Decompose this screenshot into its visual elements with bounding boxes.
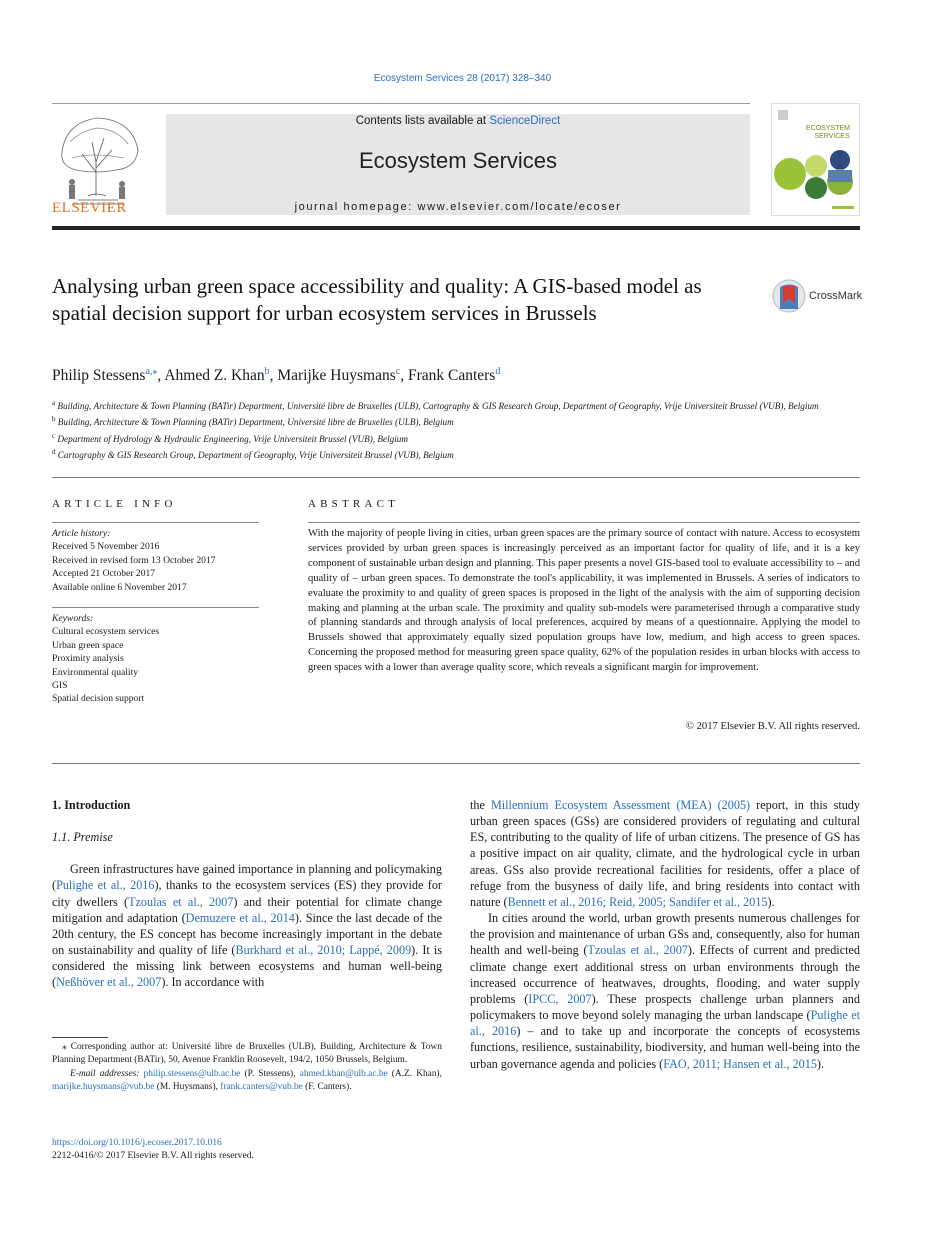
email-owner: (F. Canters).: [302, 1082, 352, 1093]
crossmark-icon: [772, 279, 806, 313]
header-rule: [52, 103, 750, 104]
paragraph: Green infrastructures have gained importance in planning and policymaking (Pulighe et al., 2016), thanks to the ecosystem services (ES) they provide for city dwellers (Tzoulas et al., 2007) and their potential for climate change mitigation and adaptation (Demuzere et al., 2014). Since the last decade of the 20th century, the ES concept has become increasingly important in the debate on sustainability and quality of life (Burkhard et al., 2010; Lappé, 2009). It is considered the missing link between ecosystems and human well-being (Neßhöver et al., 2007). In accordance with: [52, 862, 442, 990]
affiliation-text: Building, Architecture & Town Planning (BATir) Department, Université libre de Bruxelles (ULB), Cartography & GIS Research Group, Department of Geography, Vrije Universiteit Brussel (VUB), Belgium: [57, 401, 819, 412]
history-item: Accepted 21 October 2017: [52, 568, 156, 580]
citation-link[interactable]: Neßhöver et al., 2007: [56, 975, 162, 990]
spacer: [52, 845, 442, 861]
citation-link[interactable]: FAO, 2011; Hansen et al., 2015: [663, 1056, 817, 1071]
email-label: E-mail addresses:: [70, 1068, 140, 1079]
author[interactable]: Frank Canters: [407, 367, 496, 385]
email-owner: (M. Huysmans),: [154, 1082, 221, 1093]
crossmark-label: CrossMark: [809, 290, 863, 302]
spacer: [52, 813, 442, 829]
author-affil-mark[interactable]: c: [395, 366, 401, 377]
body-rule: [52, 763, 860, 764]
doi-link[interactable]: https://doi.org/10.1016/j.ecoser.2017.10.016: [52, 1137, 222, 1148]
affiliation: [52, 413, 860, 429]
corresponding-author-note: ⁎ Corresponding author at: Université libre de Bruxelles (ULB), Building, Architecture & Town Planning Department (BATir), 50, Avenue Franklin Roosevelt, 194/2, 1050 Brussels, Belgium.: [52, 1042, 442, 1066]
affiliation-mark: b: [52, 415, 56, 424]
paragraph: In cities around the world, urban growth presents numerous challenges for the provision and maintenance of urban GSs and, consequently, also for human health and well-being (Tzoulas et al., 2007). Effects of current and predicted climate change exert additional stress on urban environments through the increased occurrence of heatwaves, droughts, flooding, and water supply problems (IPCC, 2007). These prospects challenge urban planners and policymakers to move beyond solely managing the urban landscape (Pulighe et al., 2016) – and to take up and incorporate the concepts of ecosystems functions, resilience, sustainability, biodiversity, and human well-being into the urban governance agenda and policies (FAO, 2011; Hansen et al., 2015).: [470, 911, 860, 1071]
citation-link[interactable]: Bennett et al., 2016; Reid, 2005; Sandifer et al., 2015: [507, 894, 768, 909]
abstract-copyright: © 2017 Elsevier B.V. All rights reserved.: [685, 721, 860, 732]
citation-link[interactable]: Tzoulas et al., 2007: [587, 943, 688, 958]
email-note: [52, 1068, 442, 1095]
keywords-rule: [52, 607, 259, 608]
body-left-column: [52, 797, 442, 991]
paragraph: the Millennium Ecosystem Assessment (MEA) (2005) report, in this study urban green spaces (GSs) are considered providers of regulating and cultural ES, contributing to the quality of life of urban citizens. The presence of GS has a positive impact on air quality, climate, and the hydrological cycle in urban areas. GSs also provide recreational facilities for residents, offer a place of refuge from the busyness of daily life, and bring residents into contact with nature (Bennett et al., 2016; Reid, 2005; Sandifer et al., 2015).: [470, 798, 860, 909]
journal-cover[interactable]: [771, 103, 860, 216]
author-affil-mark[interactable]: d: [495, 366, 501, 377]
citation-link[interactable]: Pulighe et al., 2016: [56, 878, 155, 893]
contents-line: [166, 115, 750, 127]
sciencedirect-link[interactable]: ScienceDirect: [489, 115, 561, 127]
keywords-label: Keywords:: [52, 613, 94, 624]
citation-link[interactable]: Tzoulas et al., 2007: [128, 894, 234, 909]
affiliation: [52, 446, 860, 462]
history-item: Received 5 November 2016: [52, 541, 160, 553]
keywords: [52, 612, 262, 706]
citation-link[interactable]: Pulighe et al., 2016: [470, 1008, 860, 1039]
citation-link[interactable]: IPCC, 2007: [528, 991, 592, 1006]
affiliation: [52, 430, 860, 446]
keyword: Urban green space: [52, 639, 124, 651]
journal-title: Ecosystem Services: [358, 148, 558, 173]
article-history: [52, 527, 262, 594]
journal-homepage[interactable]: journal homepage: www.elsevier.com/locate/ecoser: [294, 201, 622, 213]
keyword: Cultural ecosystem services: [52, 626, 160, 638]
affiliation-text: Cartography & GIS Research Group, Department of Geography, Vrije Universiteit Brussel (VUB), Belgium: [57, 449, 454, 460]
footnotes: [52, 1041, 442, 1095]
author[interactable]: Ahmed Z. Khan: [164, 367, 265, 385]
citation-link[interactable]: Demuzere et al., 2014: [185, 910, 295, 925]
issn-line: 2212-0416/© 2017 Elsevier B.V. All rights reserved.: [52, 1150, 254, 1162]
article-info-rule: [52, 522, 259, 523]
author-affil-mark[interactable]: a,⁎: [145, 366, 158, 377]
cover-artwork: [772, 104, 859, 215]
email-owner: (P. Stessens),: [240, 1068, 300, 1079]
history-label: Article history:: [52, 528, 111, 539]
author-affil-mark[interactable]: b: [264, 366, 270, 377]
affiliation-mark: a: [52, 399, 56, 407]
email-link[interactable]: marijke.huysmans@vub.be: [52, 1082, 155, 1093]
crossmark-badge[interactable]: [772, 279, 862, 313]
abstract-text: With the majority of people living in cities, urban green spaces are the primary source of contact with nature. Access to ecosystem services provided by urban green spaces is increasingly perceived as an important factor for quality of life, and it is a key component of sustainable urban design and planning. This paper presents a novel GIS-based tool to evaluate accessibility to – and quality of – urban green spaces. To demonstrate the tool's applicability, it was implemented in Brussels. A series of indicators to evaluate the proximity to and quality of green spaces is proposed in the light of the analysis with the aim of supporting decision making and planning at the urban scale. The proximity and quality sub-models were parameterised through a comparative study of planning standards and through analysis of local preferences, acquired by means of a questionnaire. Applying the model to Brussels showed that approximately equally sized population groups have low, medium, and high access to green spaces. Concerning the proposed method for measuring green space quality, 62% of the population resides in urban blocks with access to green spaces with a lower than average quality score, which reveals a significant margin for improvement.: [308, 528, 860, 674]
subsection-heading: 1.1. Premise: [52, 830, 113, 845]
citation-link[interactable]: Burkhard et al., 2010; Lappé, 2009: [235, 943, 412, 958]
section-rule: [52, 477, 860, 478]
abstract-heading: ABSTRACT: [308, 498, 400, 510]
article-title: Analysing urban green space accessibility and quality: A GIS-based model as spatial decision support for urban ecosystem services in Brussels: [52, 274, 702, 325]
footnote-rule: [52, 1037, 108, 1038]
affiliation: [52, 397, 860, 413]
section-heading: 1. Introduction: [52, 798, 131, 812]
email-owner: (A.Z. Khan),: [387, 1068, 442, 1079]
affiliation-mark: c: [52, 431, 56, 440]
contents-prefix: Contents lists available at: [355, 115, 490, 127]
keyword: GIS: [52, 680, 68, 692]
author-sep: ,: [269, 367, 278, 385]
cover-title-1: ECOSYSTEM: [806, 125, 850, 132]
email-link[interactable]: philip.stessens@ulb.ac.be: [143, 1068, 241, 1079]
keyword: Environmental quality: [52, 666, 139, 678]
journal-reference[interactable]: Ecosystem Services 28 (2017) 328–340: [373, 73, 552, 84]
body-right-column: [470, 797, 860, 1072]
author[interactable]: Marijke Huysmans: [277, 367, 396, 385]
elsevier-wordmark: ELSEVIER: [52, 200, 127, 216]
header-thick-rule: [52, 226, 860, 230]
author-sep: ,: [400, 367, 408, 385]
abstract-rule: [308, 522, 860, 523]
doi-block: [52, 1136, 254, 1163]
email-link[interactable]: ahmed.khan@ulb.ac.be: [299, 1068, 388, 1079]
journal-banner: [166, 114, 750, 215]
affiliation-mark: d: [52, 447, 56, 456]
affiliation-text: Department of Hydrology & Hydraulic Engineering, Vrije Universiteit Brussel (VUB), Belgium: [57, 433, 408, 444]
email-link[interactable]: frank.canters@vub.be: [220, 1082, 303, 1093]
affiliation-text: Building, Architecture & Town Planning (BATir) Department, Université libre de Bruxelles (ULB), Belgium: [57, 417, 454, 428]
cover-title-2: SERVICES: [814, 133, 850, 140]
author-list: [52, 366, 500, 385]
keyword: Spatial decision support: [52, 693, 145, 705]
history-item: Available online 6 November 2017: [52, 581, 187, 593]
history-item: Received in revised form 13 October 2017: [52, 554, 216, 566]
article-info-heading: ARTICLE INFO: [52, 498, 177, 510]
citation-link[interactable]: Millennium Ecosystem Assessment (MEA) (2005): [490, 798, 751, 812]
author[interactable]: Philip Stessens: [52, 367, 146, 385]
affiliations: [52, 397, 860, 462]
keyword: Proximity analysis: [52, 653, 124, 665]
author-sep: ,: [157, 367, 165, 385]
